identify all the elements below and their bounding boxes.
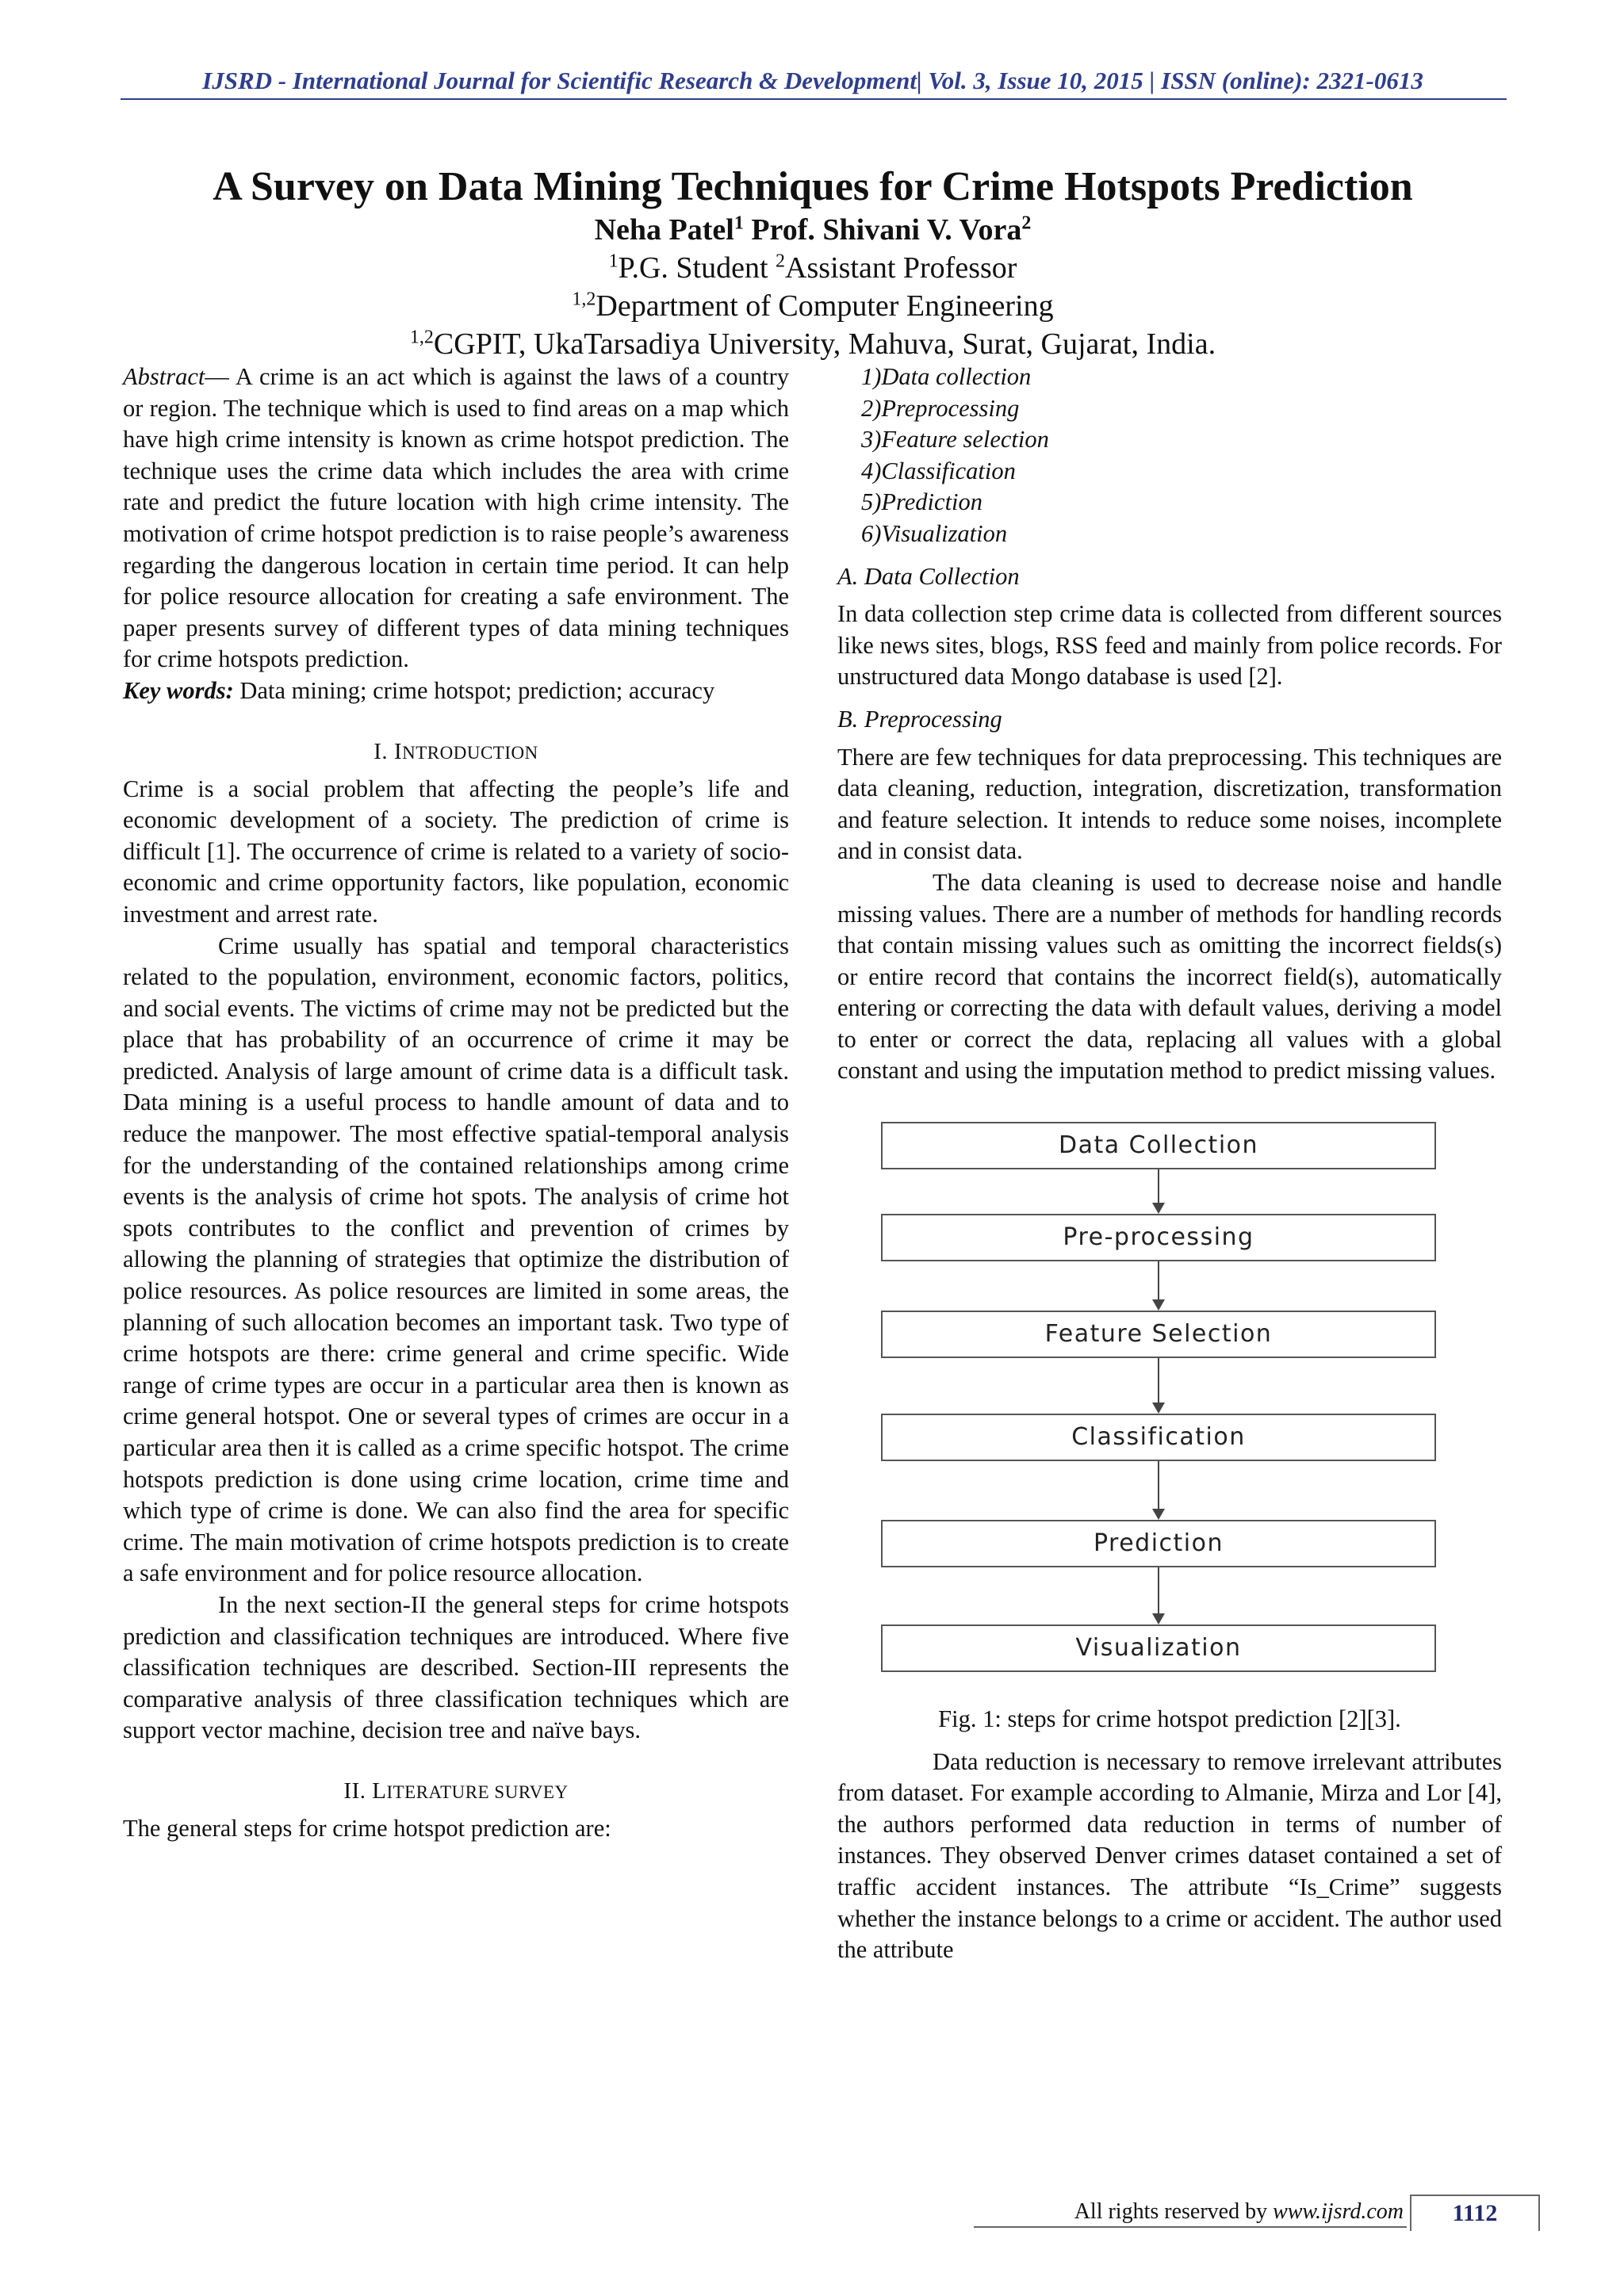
affil-sup: 1 <box>608 251 619 272</box>
list-item: 3)Feature selection <box>861 426 1049 453</box>
affil-sup: 2 <box>776 251 786 272</box>
data-reduction-paragraph: Data reduction is necessary to remove irrelevant attributes from dataset. For example according to Almanie, Mirza and Lor [4], the authors performed data reduction in terms of number of instances. They observed Denver crimes dataset contained a set of traffic accident instances. The attribute “Is_Crime” suggests whether the instance belongs to a crime or accident. The author used the attribute <box>837 1747 1502 1964</box>
affiliation-university <box>119 325 1507 363</box>
intro-paragraph-1: Crime is a social problem that affecting the people’s life and economic development of a society. The prediction of crime is difficult [1]. The occurrence of crime is related to a variety of socio-economic and crime opportunity factors, like population, economic investment and arrest rate. <box>123 775 789 928</box>
subsection-heading-preprocessing: B. Preprocessing <box>837 705 1002 733</box>
title-block <box>119 155 1507 363</box>
footer-site-link[interactable]: www.ijsrd.com <box>1273 2199 1404 2224</box>
author-2: Prof. Shivani V. Vora <box>751 213 1022 247</box>
section-number: II. <box>343 1777 373 1804</box>
flow-box-preprocessing: Pre-processing <box>881 1214 1436 1261</box>
footer-rights-text: All rights reserved by <box>1074 2199 1274 2224</box>
figure-caption: Fig. 1: steps for crime hotspot prediction [2][3]. <box>938 1705 1401 1733</box>
data-collection-paragraph: In data collection step crime data is collected from different sources like news sites, blogs, RSS feed and mainly from police records. For unstructured data Mongo database is used [2]. <box>837 600 1502 691</box>
preprocessing-paragraph-2: The data cleaning is used to decrease noise and handle missing values. There are a number of methods for handling records that contain missing values such as omitting the incorrect fields(s) or entire record that contains the incorrect field(s), automatically entering or correcting the data with default values, deriving a model to enter or correct the data, replacing all values with a global constant and using the imputation method to predict missing values. <box>837 868 1502 1085</box>
intro-paragraph-2: Crime usually has spatial and temporal characteristics related to the population, environment, economic factors, politics, and social events. The victims of crime may not be predicted but the place that has probability of an occurrence of crime it may be predicted. Analysis of large amount of crime data is a difficult task. Data mining is a useful process to handle amount of data and to reduce the manpower. The most effective spatial-temporal analysis for the understanding of the contained relationships among crime events is the analysis of crime hot spots. The analysis of crime hot spots contributes to the conflict and prevention of crimes by allowing the planning of strategies that optimize the distribution of police resources. As police resources are limited in some areas, the planning of such allocation becomes an important task. Two type of crime hotspots are there: crime general and crime specific. Wide range of crime types are occur in a particular area then is known as crime general hotspot. One or several types of crimes are occur in a particular area then it is called as a crime specific hotspot. The crime hotspots prediction is done using crime location, crime time and which type of crime is done. We can also find the area for specific crime. The main motivation of crime hotspots prediction is to create a safe environment and for police resource allocation. <box>123 932 789 1587</box>
footer-rights <box>967 2196 1404 2228</box>
keywords-label: Key words: <box>123 676 234 704</box>
paper-title: A Survey on Data Mining Techniques for Crime Hotspots Prediction <box>213 164 1413 209</box>
flow-arrow <box>1158 1169 1159 1212</box>
section-title-rest: NTRODUCTION <box>402 742 538 763</box>
keywords <box>123 675 789 707</box>
flow-box-feature-selection: Feature Selection <box>881 1311 1436 1358</box>
affil-role-2: Assistant Professor <box>785 251 1017 285</box>
page-number: 1112 <box>1410 2195 1540 2231</box>
flow-box-classification: Classification <box>881 1414 1436 1461</box>
affil-role-1: P.G. Student <box>618 251 776 285</box>
flow-box-data-collection: Data Collection <box>881 1122 1436 1169</box>
affil-sup: 1,2 <box>572 289 596 310</box>
list-item: 4)Classification <box>861 457 1016 484</box>
subsection-heading-data-collection: A. Data Collection <box>837 562 1020 590</box>
list-item: 1)Data collection <box>861 363 1032 390</box>
flow-box-prediction: Prediction <box>881 1520 1436 1567</box>
list-item: 5)Prediction <box>861 488 983 516</box>
flow-arrow <box>1158 1358 1159 1412</box>
affil-department-text: Department of Computer Engineering <box>596 289 1054 323</box>
header-rule <box>121 98 1507 100</box>
literature-paragraph: The general steps for crime hotspot prediction are: <box>123 1814 611 1842</box>
intro-paragraph-3: In the next section-II the general steps for crime hotspots prediction and classification techniques are introduced. Where five classification techniques are described. Section-III represents the comparative analysis of three classification techniques which are support vector machine, decision tree and naïve bays. <box>123 1590 789 1744</box>
preprocessing-paragraph-1: There are few techniques for data preprocessing. This techniques are data cleaning, reduction, integration, discretization, transformation and feature selection. It intends to reduce some noises, incomplete and in consist data. <box>837 743 1502 865</box>
section-title-first: L <box>372 1777 387 1804</box>
affil-university-text: CGPIT, UkaTarsadiya University, Mahuva, Surat, Gujarat, India. <box>433 327 1216 361</box>
footer-rule <box>974 2226 1407 2228</box>
steps-list <box>837 362 1502 550</box>
list-item: 6)Visualization <box>861 519 1008 547</box>
section-heading-literature-survey <box>123 1775 789 1808</box>
flow-box-visualization: Visualization <box>881 1624 1436 1672</box>
section-title-rest: ITERATURE SURVEY <box>386 1781 569 1802</box>
keywords-text: Data mining; crime hotspot; prediction; accuracy <box>233 676 715 704</box>
author-2-sup: 2 <box>1021 212 1032 234</box>
abstract-label: Abstract <box>123 363 205 390</box>
right-column <box>837 362 1502 1966</box>
affil-sup: 1,2 <box>409 327 434 348</box>
abstract-text: — A crime is an act which is against the laws of a country or region. The technique which is used to find areas on a map which have high crime intensity is known as crime hotspot prediction. The technique uses the crime data which includes the area with crime rate and predict the future location with high crime intensity. The motivation of crime hotspot prediction is to raise people’s awareness regarding the dangerous location in certain time period. It can help for police resource allocation for creating a safe environment. The paper presents survey of different types of data mining techniques for crime hotspots prediction. <box>123 363 789 673</box>
flowchart <box>837 1111 1502 1697</box>
flow-arrow <box>1158 1567 1159 1623</box>
abstract <box>123 362 789 675</box>
affiliation-department <box>119 287 1507 325</box>
affiliation-roles <box>119 249 1507 287</box>
author-1: Neha Patel <box>594 213 734 247</box>
list-item: 2)Preprocessing <box>861 394 1020 422</box>
flow-arrow <box>1158 1261 1159 1309</box>
section-number: I. <box>373 738 394 764</box>
section-title-first: I <box>393 738 403 764</box>
author-1-sup: 1 <box>733 212 744 234</box>
flow-arrow <box>1158 1461 1159 1518</box>
section-heading-introduction <box>123 736 789 769</box>
journal-header: IJSRD - International Journal for Scientific Research & Development| Vol. 3, Issue 10, 2015 | ISSN (online): 2321-0613 <box>202 67 1423 94</box>
left-column <box>123 362 789 1845</box>
